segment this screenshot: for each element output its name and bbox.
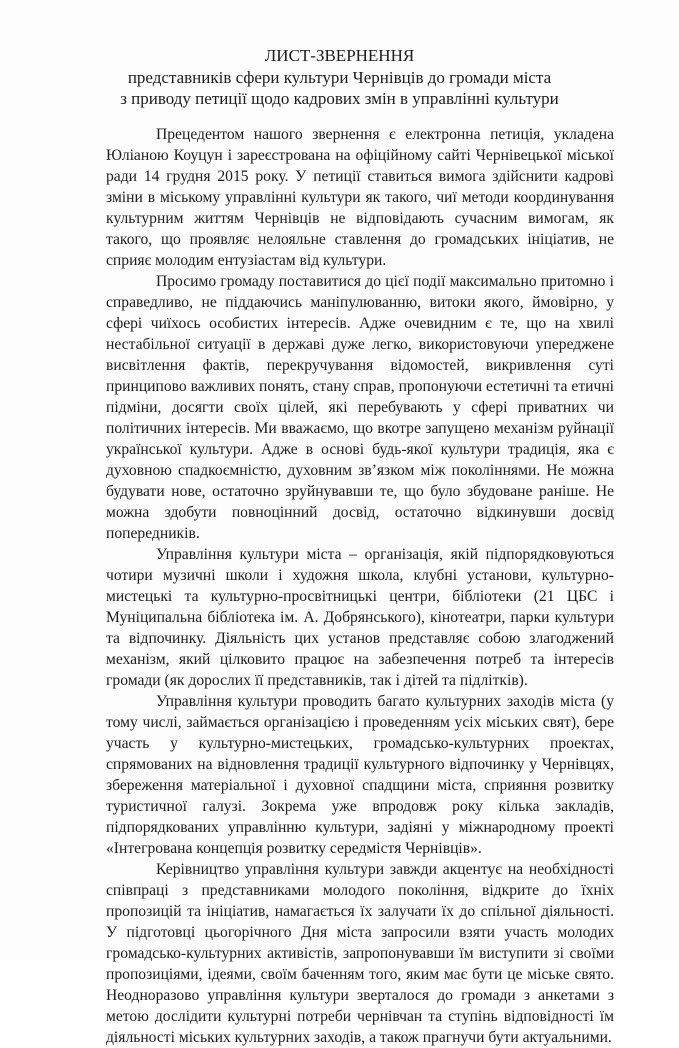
paragraph-5: Керівництво управління культури завжди акцентує на необхідності співпраці з представниками молодого покоління, відкрите до їхніх пропозицій та ініціатив, намагається їх залучати їх до спільної діяльності. У підготовці цьогорічного Дня міста запросили взяти участь молодих громадсько-культурних активістів, запропонувавши їм виступити зі своїми пропозиціями, ідеями, своїм баченням того, яким має бути це міське свято. Неодноразово управління культури зверталося до громади з анкетами з метою дослідити культурні потреби чернівчан та ступінь відповідності їм діяльності міських культурних заходів, а також прагнучи бути актуальними. bbox=[106, 861, 614, 1046]
paragraph-3: Управління культури міста – організація, якій підпорядковуються чотири музичні школи і художня школа, клубні установи, культурно-мистецькі та культурно-просвітницькі центри, бібліотеки (21 ЦБС і Муніципальна бібліотека ім. А. Добрянського), кінотеатри, парки культури та відпочинку. Діяльність цих установ представляє собою злагоджений механізм, який цілковито працює на забезпечення потреб та інтересів громади (як дорослих її представників, так і дітей та підлітків). bbox=[106, 546, 614, 689]
paragraph-2: Просимо громаду поставитися до цієї події максимально притомно і справедливо, не піддаючись маніпулюванню, витоки якого, ймовірно, у сфері чиїхось особистих інтересів. Адже очевидним є те, що на хвилі нестабільної ситуації в державі дуже легко, використовуючи упереджене висвітлення фактів, перекручування відомостей, викривлення суті принципово важливих понять, стану справ, пропонуючи естетичні та етичні підміни, досягти своїх цілей, які перебувають у сфері приватних чи політичних інтересів. Ми вважаємо, що вкотре запущено механізм руйнації української культури. Адже в основі будь-якої культури традиція, яка є духовною спадкоємністю, духовним зв’язком між поколіннями. Не можна будувати нове, остаточно зруйнувавши те, що було збудоване раніше. Не можна здобути повноцінний досвід, остаточно відкинувши досвід попередників. bbox=[106, 273, 614, 542]
document-body bbox=[106, 124, 614, 1048]
paragraph-4: Управління культури проводить багато культурних заходів міста (у тому числі, займається організацією і проведенням усіх міських свят), бере участь у культурно-мистецьких, громадсько-культурних проектах, спрямованих на відновлення традиції культурного відпочинку у Чернівцях, збереження матеріальної і духовної спадщини міста, сприяння розвитку туристичної галузі. Зокрема уже впродовж року кілька закладів, підпорядкованих управлінню культури, задіяні у міжнародному проекті «Інтегрована концепція розвитку середмістя Чернівців». bbox=[106, 693, 614, 857]
document-title: ЛИСТ-ЗВЕРНЕННЯ bbox=[264, 46, 415, 65]
paragraph-1: Прецедентом нашого звернення є електронна петиція, укладена Юліаною Коуцун і зареєстрована на офіційному сайті Чернівецької міської ради 14 грудня 2015 року. У петиції ставиться вимога здійснити кадрові зміни в міському управлінні культури як такого, чиї методи координування культурним життям Чернівців не відповідають сучасним вимогам, як такого, що проявляє нелояльне ставлення до громадських ініціатив, не сприяє молодим ентузіастам від культури. bbox=[106, 126, 614, 269]
document-subtitle-line-2: з приводу петиції щодо кадрових змін в управлінні культури bbox=[120, 89, 559, 108]
document-subtitle-line-1: представників сфери культури Чернівців до громади міста bbox=[127, 68, 552, 87]
